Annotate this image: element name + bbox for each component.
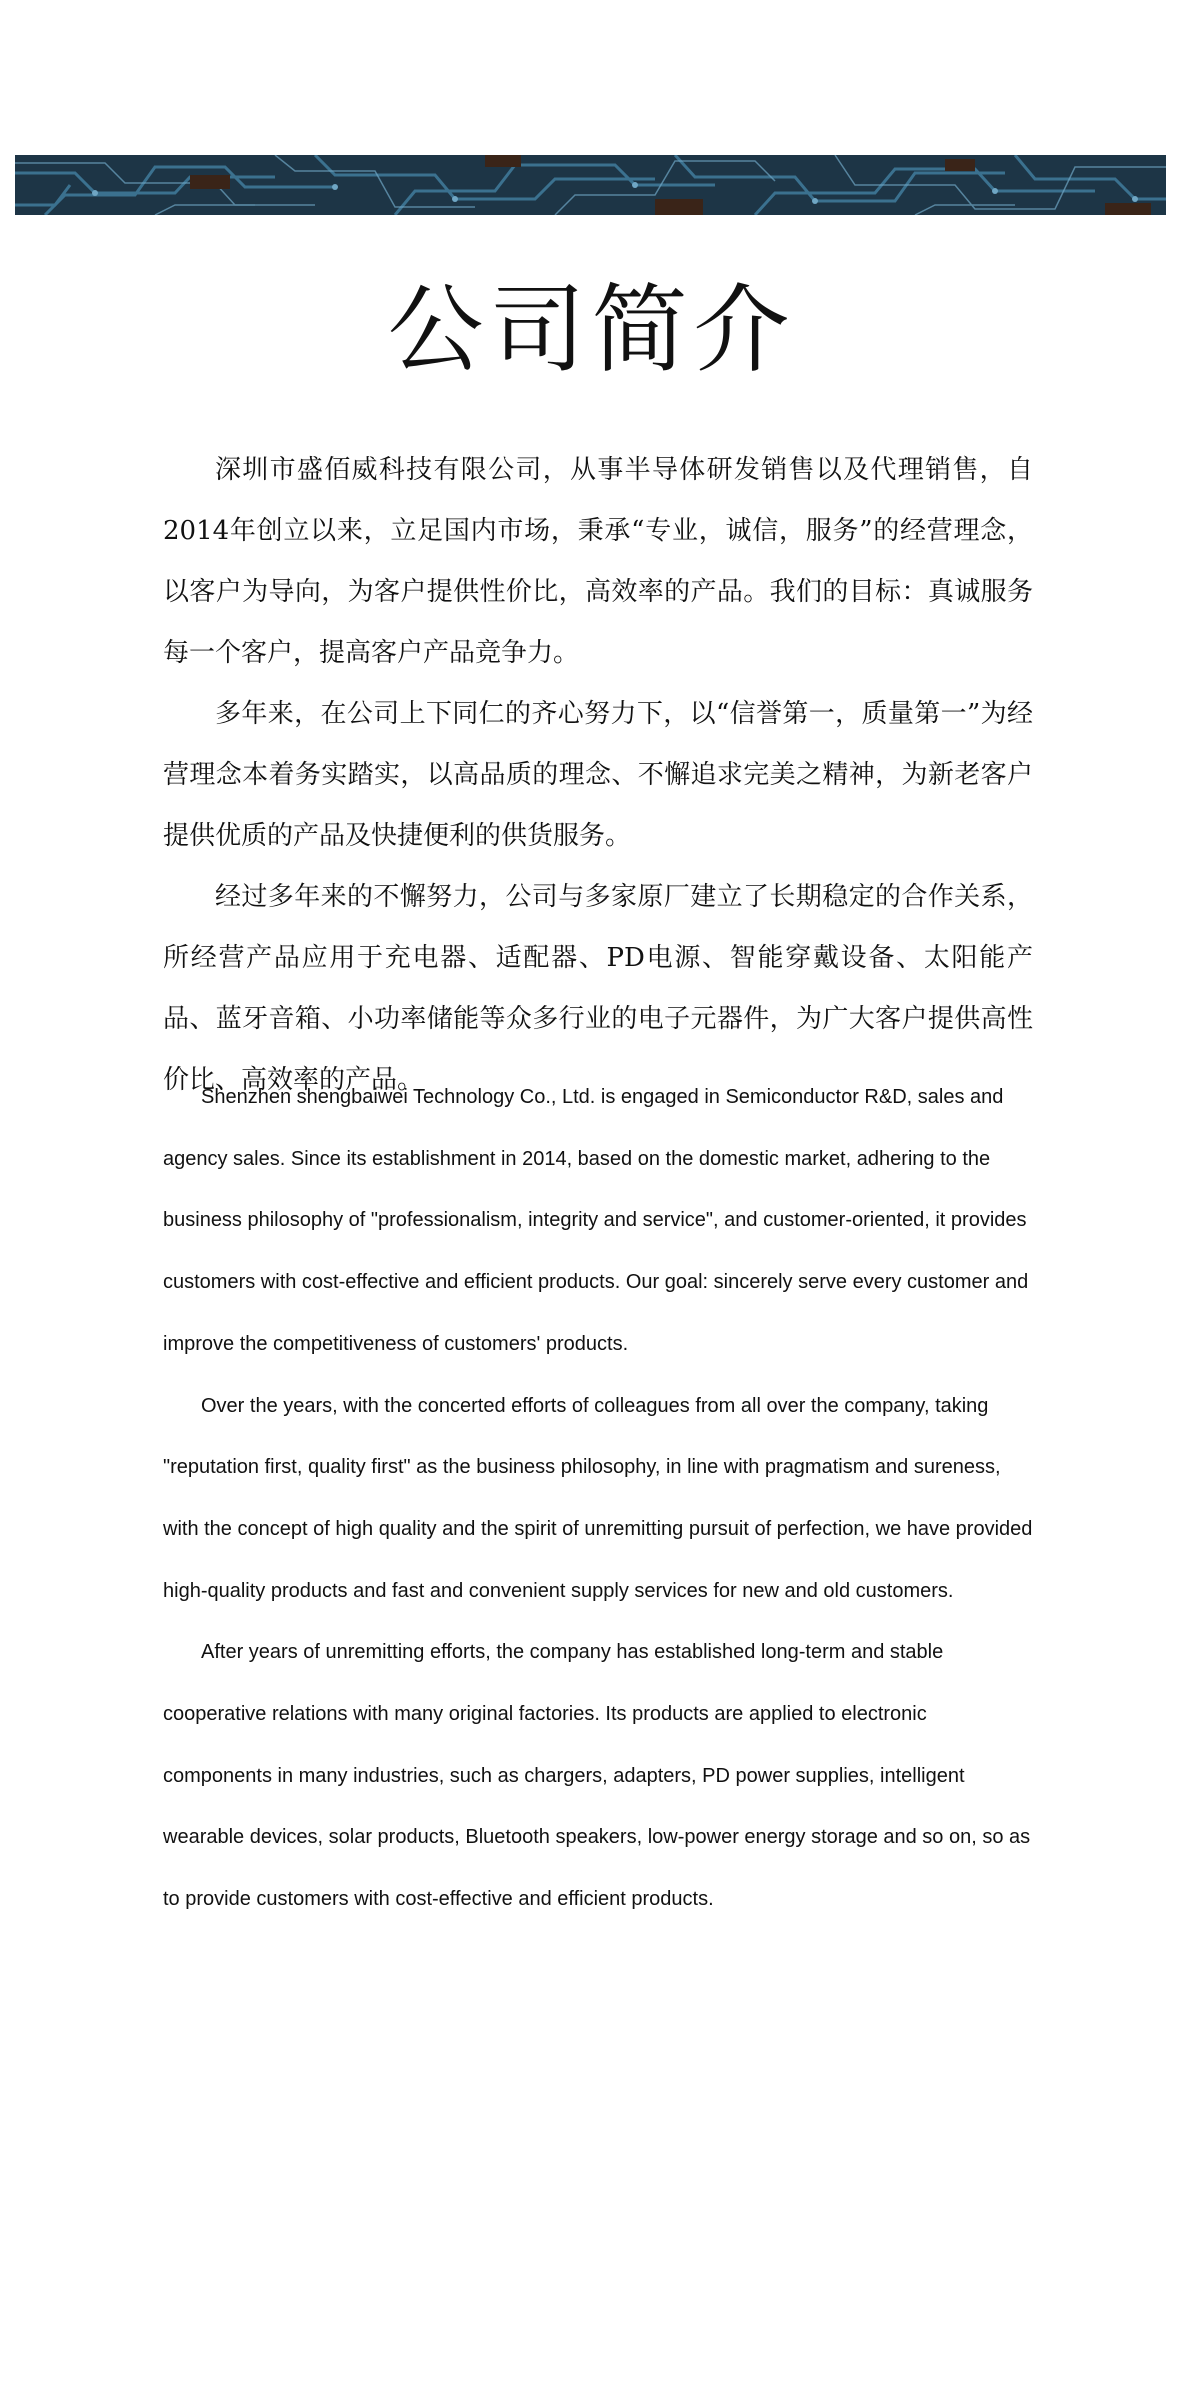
circuit-board-graphic — [15, 155, 1166, 215]
en-paragraph-2: Over the years, with the concerted efforts of colleagues from all over the company, taking "reputation first, quality first" as the business philosophy, in line with pragmatism and sureness, with the concept of high quality and the spirit of unremitting pursuit of perfection, we have provided high-quality products and fast and convenient supply services for new and old customers. — [163, 1394, 1033, 1602]
zh-paragraph-2: 多年来，在公司上下同仁的齐心努力下，以“信誉第一，质量第一”为经营理念本着务实踏实，以高品质的理念、不懈追求完美之精神，为新老客户提供优质的产品及快捷便利的供货服务。 — [163, 699, 1033, 851]
en-paragraph-1: Shenzhen shengbaiwei Technology Co., Ltd. is engaged in Semiconductor R&D, sales and agency sales. Since its establishment in 2014, based on the domestic market, adhering to the business philosophy of "professionalism, integrity and service", and customer-oriented, it provides customers with cost-effective and efficient products. Our goal: sincerely serve every customer and improve the competitiveness of customers' products. — [163, 1086, 1029, 1355]
en-paragraph-3: After years of unremitting efforts, the company has established long-term and stable cooperative relations with many original factories. Its products are applied to electronic components in many industries, such as chargers, adapters, PD power supplies, intelligent wearable devices, solar products, Bluetooth speakers, low-power energy storage and so on, so as to provide customers with cost-effective and efficient products. — [163, 1641, 1031, 1911]
zh-paragraph-1: 深圳市盛佰威科技有限公司，从事半导体研发销售以及代理销售，自2014年创立以来，立足国内市场，秉承“专业，诚信，服务”的经营理念，以客户为导向，为客户提供性价比，高效率的产品。我们的目标：真诚服务每一个客户，提高客户产品竞争力。 — [163, 455, 1033, 668]
zh-paragraph-3: 经过多年来的不懈努力，公司与多家原厂建立了长期稳定的合作关系，所经营产品应用于充电器、适配器、PD电源、智能穿戴设备、太阳能产品、蓝牙音箱、小功率储能等众多行业的电子元器件，为广大客户提供高性价比、高效率的产品。 — [163, 882, 1033, 1095]
page-title: 公司简介 — [387, 274, 796, 386]
english-intro — [163, 1067, 1033, 1931]
chinese-intro — [163, 440, 1033, 1111]
circuit-board-banner — [15, 155, 1166, 215]
